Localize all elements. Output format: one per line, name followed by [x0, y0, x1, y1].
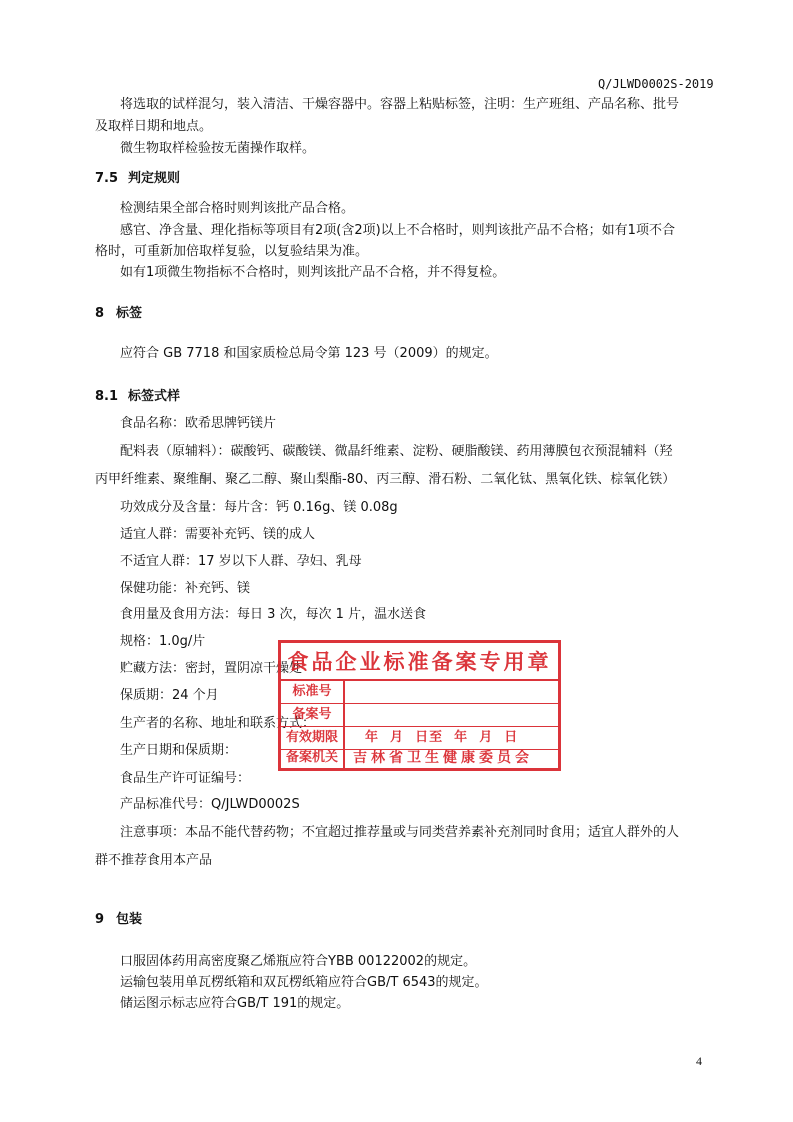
doc-code: Q/JLWD0002S-2019	[598, 77, 714, 91]
section-7-5-number: 7.5	[95, 171, 119, 186]
section-9-title: 包装	[116, 912, 143, 927]
label-function: 保健功能：补充钙、镁	[120, 581, 251, 596]
label-production-date: 生产日期和保质期：	[120, 743, 238, 758]
rule-line-1: 检测结果全部合格时则判该批产品合格。	[120, 201, 355, 216]
packaging-line-1: 口服固体药用高密度聚乙烯瓶应符合YBB 00122002的规定。	[120, 954, 477, 969]
label-license: 食品生产许可证编号：	[120, 771, 251, 786]
rule-line-2: 感官、净含量、理化指标等项目有2项(含2项)以上不合格时，则判该批产品不合格；如有1项不合	[120, 223, 675, 238]
label-unsuitable: 不适宜人群：17 岁以下人群、孕妇、乳母	[120, 554, 362, 569]
label-ingredients-2: 丙甲纤维素、聚维酮、聚乙二醇、聚山梨酯-80、丙三醇、滑石粉、二氧化钛、黑氧化铁、棕氧化铁）	[95, 472, 676, 487]
label-suitable: 适宜人群：需要补充钙、镁的成人	[120, 527, 316, 542]
stamp-row-standard	[281, 681, 558, 704]
section-8-number: 8	[95, 306, 105, 321]
label-dosage: 食用量及食用方法：每日 3 次，每次 1 片，温水送食	[120, 607, 427, 622]
stamp-row-authority	[281, 747, 558, 769]
label-content: 功效成分及含量：每片含：钙 0.16g、镁 0.08g	[120, 500, 398, 515]
label-ingredients-1: 配料表（原辅料）：碳酸钙、碳酸镁、微晶纤维素、淀粉、硬脂酸镁、药用薄膜包衣预混辅料（羟	[120, 444, 673, 459]
stamp-label-filing: 备案号	[281, 704, 345, 726]
sampling-para1-line2: 及取样日期和地点。	[95, 119, 213, 134]
stamp-label-standard: 标准号	[281, 681, 345, 703]
stamp-row-filing	[281, 704, 558, 727]
label-shelf-life: 保质期：24 个月	[120, 688, 219, 703]
rule-line-3: 格时，可重新加倍取样复验，以复验结果为准。	[95, 244, 369, 259]
section-8-1-number: 8.1	[95, 389, 119, 404]
sampling-para2: 微生物取样检验按无菌操作取样。	[120, 141, 316, 156]
packaging-line-2: 运输包装用单瓦楞纸箱和双瓦楞纸箱应符合GB/T 6543的规定。	[120, 975, 488, 990]
stamp-title: 食品企业标准备案专用章	[281, 645, 558, 681]
stamp-valid-value: 年 月 日至 年 月 日	[365, 730, 519, 745]
page-number: 4	[696, 1054, 702, 1068]
rule-line-4: 如有1项微生物指标不合格时，则判该批产品不合格，并不得复检。	[120, 265, 506, 280]
section-8-1-title: 标签式样	[128, 389, 181, 404]
stamp-label-valid: 有效期限	[281, 727, 345, 749]
stamp-label-authority: 备案机关	[281, 747, 345, 769]
label-standard-line: 应符合 GB 7718 和国家质检总局令第 123 号（2009）的规定。	[120, 346, 498, 361]
filing-stamp	[278, 640, 561, 771]
label-standard-code: 产品标准代号：Q/JLWD0002S	[120, 797, 300, 812]
packaging-line-3: 储运图示标志应符合GB/T 191的规定。	[120, 996, 350, 1011]
section-8-title: 标签	[116, 306, 143, 321]
label-food-name: 食品名称：欧希思牌钙镁片	[120, 416, 277, 431]
label-notes-1: 注意事项：本品不能代替药物；不宜超过推荐量或与同类营养素补充剂同时食用；适宜人群外的人	[120, 825, 680, 840]
stamp-authority: 吉林省卫生健康委员会	[353, 750, 533, 766]
section-7-5-title: 判定规则	[128, 171, 181, 186]
label-storage: 贮藏方法：密封，置阴凉干燥处	[120, 661, 303, 676]
label-producer: 生产者的名称、地址和联系方式：	[120, 716, 316, 731]
label-notes-2: 群不推荐食用本产品	[95, 853, 213, 868]
label-spec: 规格：1.0g/片	[120, 634, 206, 649]
sampling-para1-line1: 将选取的试样混匀，装入清洁、干燥容器中。容器上粘贴标签，注明：生产班组、产品名称、批号	[120, 97, 680, 112]
section-9-number: 9	[95, 912, 105, 927]
